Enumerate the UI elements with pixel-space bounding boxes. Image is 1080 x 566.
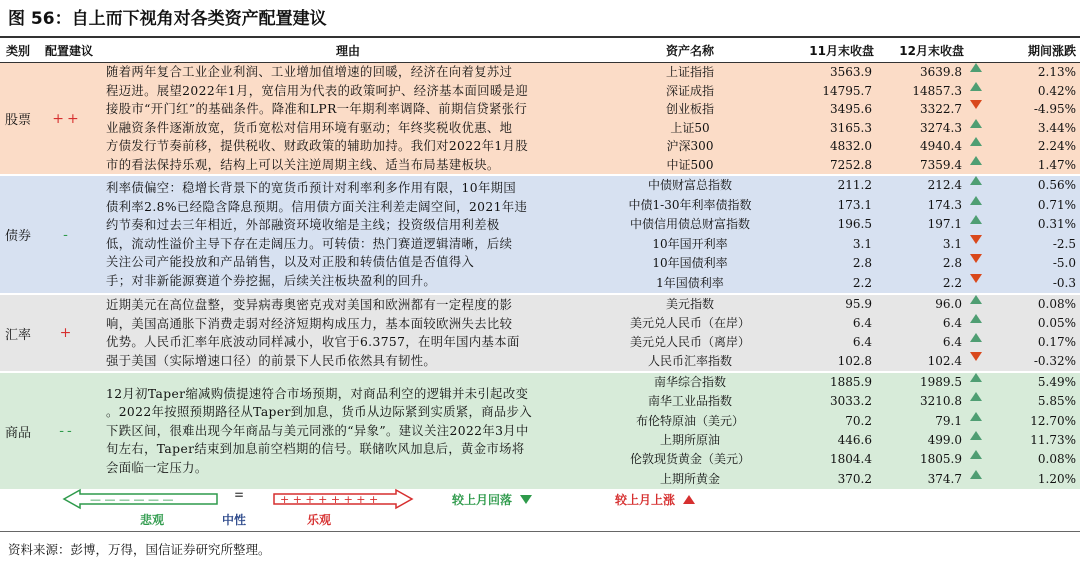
dec-close: 6.4 [942,316,962,330]
dec-close: 2.8 [942,256,962,270]
table-row [590,254,1080,274]
reason-line: 近期美元在高位盘整，变异病毒奥密克戎对美国和欧洲都有一定程度的影 [106,298,513,312]
bullish-arrow-label: + + + + + + + + [280,493,379,506]
down-legend [452,491,532,508]
dec-close: 3210.8 [920,394,962,409]
asset-name: 南华工业品指数 [647,394,732,409]
period-change: 2.13% [1037,65,1076,79]
bullish-label: 乐观 [307,513,332,527]
nov-close: 3495.6 [830,102,872,116]
nov-close: 95.9 [845,297,872,311]
table-row [590,431,1080,450]
asset-name: 沪深300 [666,139,714,153]
table-row [590,450,1080,469]
asset-name: 10年国开利率 [652,236,728,251]
period-change: 5.49% [1037,375,1076,389]
table-row [590,314,1080,333]
neutral-symbol: = [234,488,245,502]
period-change: 12.70% [1030,413,1076,428]
reason-line: 优势。人民币汇率年底波动同样减小，收官于6.3757，在明年国内基本面 [106,335,520,349]
nov-close: 1804.4 [830,452,872,467]
asset-name: 上证50 [670,120,710,135]
period-change: 0.08% [1037,452,1076,467]
reason-line: 低，流动性溢价主导下存在走阔压力。可转债：热门赛道逻辑清晰，后续 [106,236,513,251]
table-row [590,274,1080,294]
reason-line: 12月初Taper缩减购债提速符合市场预期，对商品利空的逻辑并未引起改变 [106,386,529,401]
reason-line: 利率债偏空：稳增长背景下的宽货币预计对利率利多作用有限，10年期国 [106,181,517,195]
advice-label: - [63,226,71,243]
dec-close: 3639.8 [920,65,962,79]
nov-close: 173.1 [837,197,872,212]
up-arrow-icon [970,314,982,323]
asset-name: 10年国债利率 [652,256,728,270]
asset-name: 中债1-30年利率债指数 [628,197,752,212]
header-reason: 理由 [335,44,360,58]
up-arrow-icon [970,392,982,401]
dec-close: 6.4 [942,335,962,349]
asset-name: 美元指数 [665,297,714,311]
down-legend-label: 较上月回落 [452,493,513,507]
asset-name: 伦敦现货黄金（美元） [629,452,750,467]
asset-name: 上期所黄金 [659,471,720,486]
header-advice: 配置建议 [44,44,93,58]
down-arrow-icon [970,352,982,361]
reason-line: 。2022年按照预期路径从Taper到加息，货币从边际紧到实质紧，商品步入 [106,405,533,420]
nov-close: 102.8 [837,354,872,368]
nov-close: 70.2 [845,413,872,428]
period-change: 0.31% [1037,217,1076,231]
dec-close: 174.3 [927,197,962,212]
figure-title: 图 56：自上而下视角对各类资产配置建议 [8,9,327,29]
up-arrow-icon [970,470,982,479]
nov-close: 4832.0 [830,139,872,153]
up-arrow-icon [970,176,982,185]
dec-close: 1805.9 [920,452,962,467]
up-arrow-icon [970,215,982,224]
asset-name: 美元兑人民币（离岸） [629,335,750,349]
period-change: -4.95% [1033,102,1076,116]
nov-close: 3.1 [852,236,872,251]
up-legend [615,491,695,508]
dec-close: 374.7 [927,471,962,486]
reason-line: 程迈进。展望2022年1月，宽信用为代表的政策呵护、经济基本面回暖是迎 [106,83,529,98]
nov-close: 6.4 [852,335,872,349]
section-0 [0,63,1080,174]
dec-close: 3322.7 [920,102,962,116]
dec-close: 3.1 [942,236,962,251]
period-change: 0.56% [1037,178,1076,192]
up-arrow-icon [970,137,982,146]
reason-line: 接股市“开门红”的基础条件。降准和LPR一年期利率调降、前期信贷紧张行 [106,102,528,116]
down-arrow-icon [970,274,982,283]
period-change: 0.42% [1037,83,1076,98]
category-label: 商品 [4,425,31,441]
reason-line: 旬左右，Taper结束到加息前空档期的信号。联储吹风加息后，黄金市场将 [106,442,525,457]
asset-name: 深证成指 [665,83,714,98]
reason-line: 方债发行节奏前移，提供税收、财政政策的辅助加持。我们对2022年1月股 [106,139,529,153]
reason-line: 关注公司产能投放和产品销售，以及对正股和转债估值是否值得入 [106,255,475,269]
nov-close: 211.2 [837,178,872,192]
up-arrow-icon [970,119,982,128]
dec-close: 79.1 [935,413,962,428]
down-legend-icon [520,495,532,504]
reason-line: 约节奏和过去三年相近，外部融资环境收缩是主线；投资级信用利差极 [106,218,500,232]
reason-line: 响，美国高通胀下消费走弱对经济短期构成压力，基本面较欧洲失去比较 [106,316,513,331]
period-change: 0.05% [1037,316,1076,330]
table-row [590,215,1080,235]
nov-close: 370.2 [837,471,872,486]
bearish-arrow [62,488,220,510]
reason-text [106,63,590,174]
period-change: 1.47% [1037,157,1076,172]
table-row [590,196,1080,216]
reason-line: 手；对非新能源赛道个券挖掘，后续关注板块盈利的回升。 [106,273,437,288]
header-asset: 资产名称 [665,44,714,58]
category-label: 债券 [4,229,31,244]
asset-name: 布伦特原油（美元） [635,413,744,428]
nov-close: 1885.9 [830,375,872,389]
up-arrow-icon [970,156,982,165]
dec-close: 499.0 [927,433,962,447]
asset-name: 中证500 [666,157,714,172]
up-arrow-icon [970,373,982,382]
period-change: 0.17% [1037,335,1076,349]
down-arrow-icon [970,254,982,263]
table-row [590,295,1080,314]
up-arrow-icon [970,412,982,421]
asset-name: 上期所原油 [659,433,720,447]
asset-name: 南华综合指数 [653,375,726,389]
asset-name: 人民币汇率指数 [647,354,732,368]
advice-label: + [59,325,75,341]
advice-label: -- [59,423,75,439]
bottom-rule [0,531,1080,532]
nov-close: 6.4 [852,316,872,330]
up-arrow-icon [970,450,982,459]
nov-close: 2.2 [852,275,872,290]
table-row [590,176,1080,196]
reason-text [106,179,590,290]
reason-text [106,385,590,478]
asset-name: 中债信用债总财富指数 [629,217,750,231]
reason-line: 市的看法保持乐观，结构上可以关注逆周期主线、适当布局基建板块。 [106,157,500,172]
up-legend-label: 较上月上涨 [615,493,676,507]
reason-line: 业融资条件逐渐放宽，货币宽松对信用环境有驱动；年终奖税收优惠、地 [106,120,513,135]
table-row [590,119,1080,138]
table-row [590,470,1080,489]
period-change: -2.5 [1052,236,1076,251]
table-row [590,373,1080,392]
source-note: 资料来源：彭博，万得，国信证券研究所整理。 [8,542,271,557]
category-label: 股票 [4,113,31,128]
period-change: 2.24% [1037,139,1076,153]
dec-close: 1989.5 [920,375,962,389]
section-1 [0,176,1080,293]
dec-close: 3274.3 [920,120,962,135]
table-row [590,156,1080,175]
table-row [590,352,1080,371]
period-change: -0.32% [1033,354,1076,368]
neutral-label: 中性 [222,513,247,527]
dec-close: 96.0 [935,297,962,311]
nov-close: 3033.2 [830,394,872,409]
bearish-arrow-label: — — — — — — [90,493,174,506]
nov-close: 2.8 [852,256,872,270]
nov-close: 7252.8 [830,157,872,172]
period-change: 0.08% [1037,297,1076,311]
up-legend-icon [683,495,695,504]
dec-close: 197.1 [927,217,962,231]
table-row [590,235,1080,255]
header-change: 期间涨跌 [1027,44,1076,58]
table-row [590,412,1080,431]
down-arrow-icon [970,100,982,109]
reason-line: 随着两年复合工业企业利润、工业增加值增速的回暖，经济在向着复苏过 [106,65,513,79]
dec-close: 212.4 [927,178,962,192]
period-change: 0.71% [1037,197,1076,212]
reason-line: 下跌区间，很难出现今年商品与美元同涨的“异象”。建议关注2022年3月中 [106,423,529,438]
up-arrow-icon [970,333,982,342]
table-row [590,100,1080,119]
up-arrow-icon [970,431,982,440]
down-arrow-icon [970,235,982,244]
asset-name: 中债财富总指数 [647,178,732,192]
dec-close: 14857.3 [912,83,962,98]
dec-close: 4940.4 [920,139,962,153]
asset-name: 美元兑人民币（在岸） [629,316,750,330]
table-row [590,333,1080,352]
nov-close: 3563.9 [830,65,872,79]
period-change: 3.44% [1037,120,1076,135]
reason-line: 债利率2.8%已经隐含降息预期。信用债方面关注利差走阔空间，2021年违 [106,199,528,214]
nov-close: 446.6 [837,433,872,447]
nov-close: 3165.3 [830,120,872,135]
category-label: 汇率 [4,327,31,343]
dec-close: 102.4 [927,354,962,368]
bearish-label: 悲观 [140,513,165,527]
header-category: 类别 [5,44,30,58]
top-rule [0,36,1080,38]
period-change: 5.85% [1037,394,1076,409]
nov-close: 14795.7 [822,83,872,98]
table-row [590,63,1080,82]
period-change: 1.20% [1037,471,1076,486]
up-arrow-icon [970,82,982,91]
table-header [0,41,1080,62]
nov-close: 196.5 [837,217,872,231]
header-nov: 11月末收盘 [809,44,874,58]
period-change: -5.0 [1052,256,1076,270]
dec-close: 7359.4 [920,157,962,172]
reason-line: 强于美国（实际增速口径）的前景下人民币依然具有韧性。 [106,353,437,368]
header-dec: 12月末收盘 [899,44,964,58]
asset-name: 1年国债利率 [656,275,724,290]
period-change: -0.3 [1052,275,1076,290]
dec-close: 2.2 [942,275,962,290]
bullish-arrow [272,488,414,510]
up-arrow-icon [970,63,982,72]
period-change: 11.73% [1030,433,1076,447]
reason-text [106,296,590,370]
up-arrow-icon [970,196,982,205]
asset-name: 创业板指 [665,102,714,116]
section-2 [0,295,1080,371]
table-row [590,137,1080,156]
reason-line: 会面临一定压力。 [106,460,208,475]
table-row [590,82,1080,101]
asset-name: 上证指指 [665,65,714,79]
section-3 [0,373,1080,489]
advice-label: ++ [52,110,82,127]
up-arrow-icon [970,295,982,304]
table-row [590,392,1080,411]
